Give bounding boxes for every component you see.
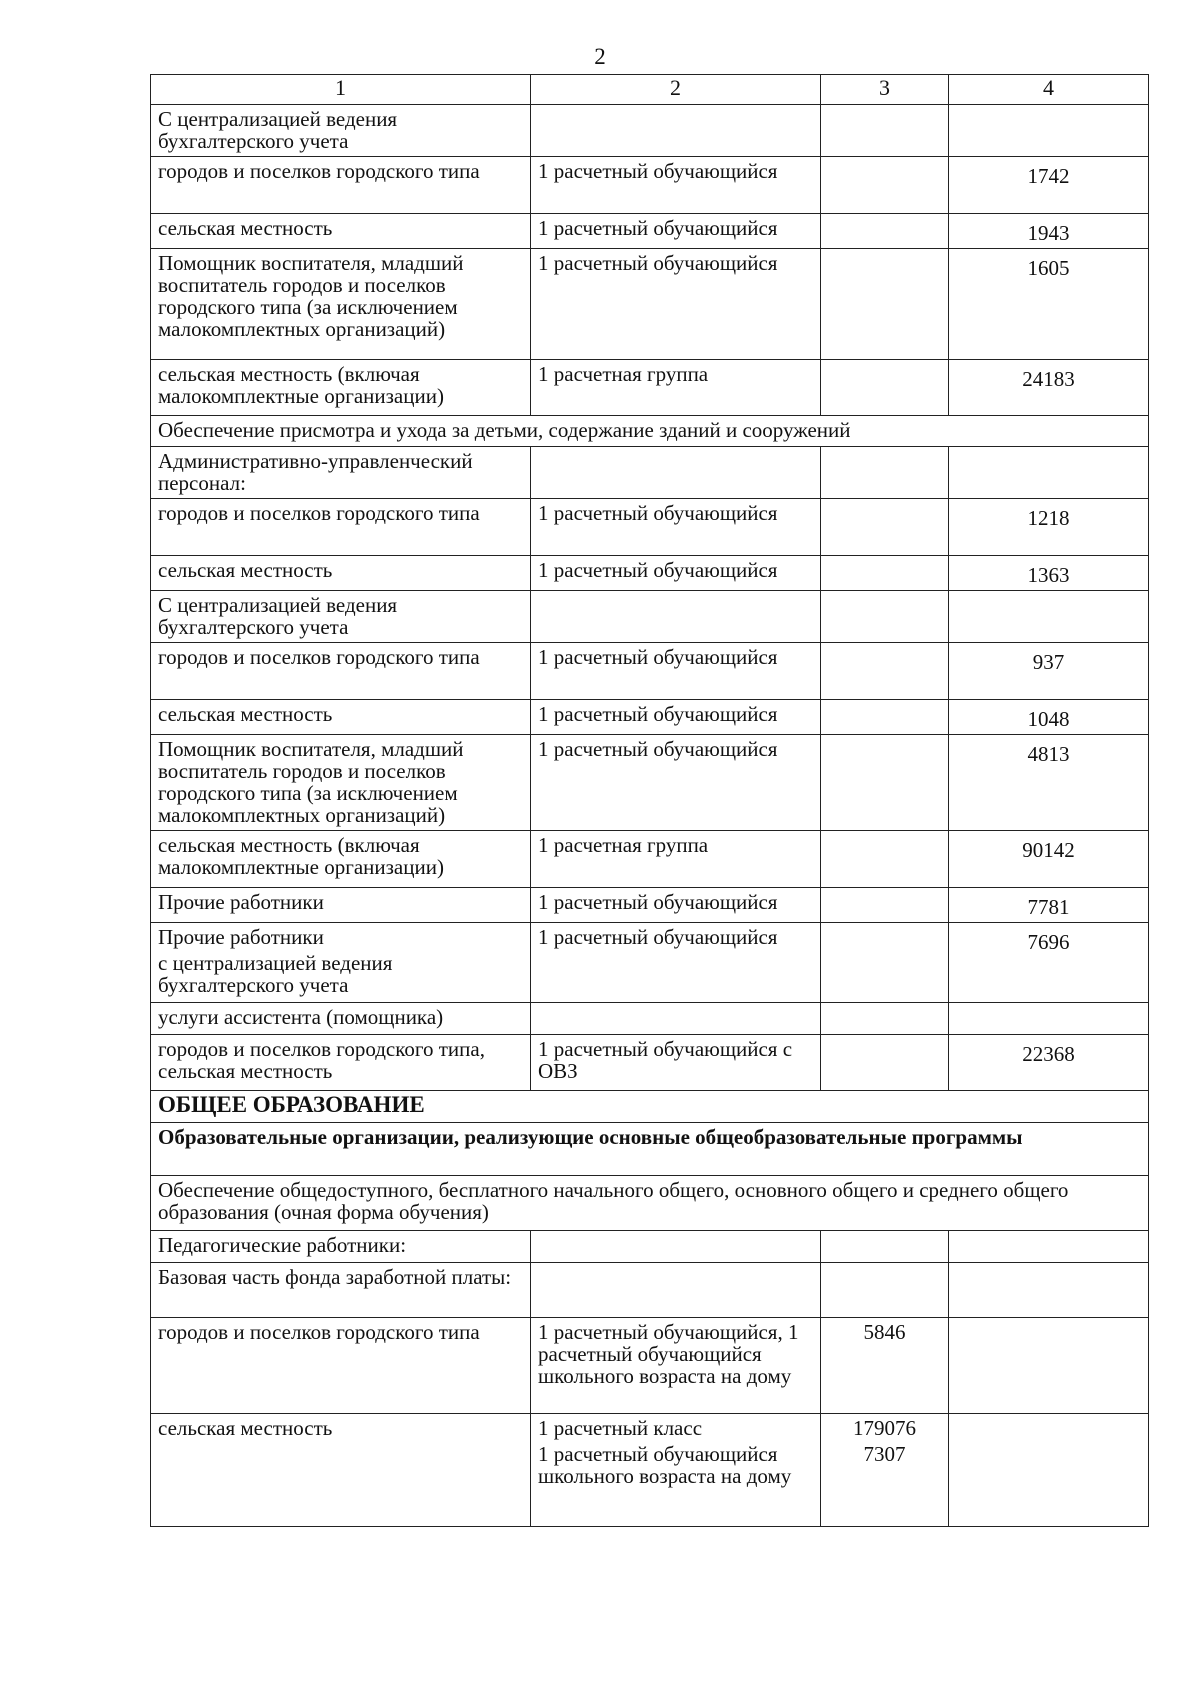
unit-cell <box>531 556 821 591</box>
value-col3-cell <box>821 700 949 735</box>
table-row <box>151 1231 1149 1263</box>
indicator-cell <box>151 591 531 643</box>
header-cell: 4 <box>949 75 1149 105</box>
table-row <box>151 735 1149 831</box>
value-col4-cell-text: 1605 <box>1027 256 1070 280</box>
table-row <box>151 923 1149 1003</box>
indicator-cell <box>151 499 531 556</box>
unit-cell-text: 1 расчетная группа <box>538 833 709 857</box>
unit-cell-text: 1 расчетная группа <box>538 362 709 386</box>
value-col3-cell <box>821 1414 949 1527</box>
indicator-cell-text: с централизацией ведения бухгалтерского учета <box>158 951 393 997</box>
value-col3-cell <box>821 1003 949 1035</box>
section-row <box>151 1091 1149 1123</box>
value-col3-cell-text: 5846 <box>863 1320 906 1344</box>
value-col4-cell-text: 1363 <box>1027 563 1070 587</box>
indicator-cell <box>151 735 531 831</box>
value-col3-cell <box>821 591 949 643</box>
value-col3-cell-text: 7307 <box>863 1442 906 1466</box>
header-cell: 2 <box>531 75 821 105</box>
unit-cell <box>531 499 821 556</box>
table-row <box>151 249 1149 360</box>
unit-cell <box>531 214 821 249</box>
unit-cell <box>531 700 821 735</box>
indicator-cell <box>151 105 531 157</box>
table-row <box>151 1414 1149 1527</box>
value-col3-cell <box>821 888 949 923</box>
indicator-cell-text: услуги ассистента (помощника) <box>158 1005 444 1029</box>
indicator-cell-text: С централизацией ведения бухгалтерского учета <box>158 107 398 153</box>
indicator-cell <box>151 1263 531 1318</box>
indicator-cell <box>151 360 531 416</box>
value-col3-cell <box>821 1263 949 1318</box>
table-row <box>151 499 1149 556</box>
value-col3-cell <box>821 923 949 1003</box>
section-title: ОБЩЕЕ ОБРАЗОВАНИЕ <box>151 1091 1149 1123</box>
indicator-cell-text: Помощник воспитателя, младший воспитатель городов и поселков городского типа (за исключением малокомплектных организаций) <box>158 251 464 341</box>
unit-cell <box>531 923 821 1003</box>
value-col3-cell <box>821 556 949 591</box>
indicator-cell-text: Помощник воспитателя, младший воспитатель городов и поселков городского типа (за исключением малокомплектных организаций) <box>158 737 464 827</box>
value-col4-cell <box>949 214 1149 249</box>
indicator-cell-text: городов и поселков городского типа, сельская местность <box>158 1037 485 1083</box>
unit-cell-text: 1 расчетный обучающийся <box>538 251 778 275</box>
unit-cell <box>531 105 821 157</box>
unit-cell-text: 1 расчетный обучающийся школьного возраста на дому <box>538 1442 792 1488</box>
indicator-cell-text: С централизацией ведения бухгалтерского учета <box>158 593 398 639</box>
value-col3-cell <box>821 1318 949 1414</box>
value-col4-cell <box>949 105 1149 157</box>
unit-cell-text: 1 расчетный обучающийся <box>538 702 778 726</box>
table-row <box>151 157 1149 214</box>
indicator-cell-text: Прочие работники <box>158 890 324 914</box>
value-col3-cell-text: 179076 <box>853 1416 916 1440</box>
indicator-cell-text: Административно-управленческий персонал: <box>158 449 473 495</box>
value-col4-cell <box>949 1318 1149 1414</box>
indicator-cell <box>151 556 531 591</box>
section-row <box>151 1123 1149 1176</box>
value-col3-cell <box>821 831 949 888</box>
value-col3-cell <box>821 214 949 249</box>
unit-cell-text: 1 расчетный обучающийся, 1 расчетный обучающийся школьного возраста на дому <box>538 1320 799 1388</box>
value-col4-cell-text: 937 <box>1032 650 1065 674</box>
section-title: Образовательные организации, реализующие основные общеобразовательные программы <box>151 1123 1149 1176</box>
unit-cell <box>531 1035 821 1091</box>
value-col3-cell <box>821 105 949 157</box>
indicator-cell-text: Педагогические работники: <box>158 1233 407 1257</box>
value-col3-cell <box>821 499 949 556</box>
unit-cell <box>531 643 821 700</box>
indicator-cell-text: городов и поселков городского типа <box>158 645 480 669</box>
value-col4-cell <box>949 831 1149 888</box>
indicator-cell-text: Прочие работники <box>158 925 324 949</box>
value-col4-cell <box>949 1263 1149 1318</box>
norms-table <box>150 74 1149 1527</box>
unit-cell <box>531 1414 821 1527</box>
table-row <box>151 591 1149 643</box>
value-col4-cell-text: 1048 <box>1027 707 1070 731</box>
section-row <box>151 416 1149 447</box>
value-col4-cell-text: 90142 <box>1022 838 1075 862</box>
indicator-cell <box>151 700 531 735</box>
value-col4-cell <box>949 499 1149 556</box>
value-col4-cell <box>949 157 1149 214</box>
table-row <box>151 360 1149 416</box>
value-col4-cell <box>949 591 1149 643</box>
value-col3-cell <box>821 1231 949 1263</box>
indicator-cell <box>151 888 531 923</box>
header-row <box>151 75 1149 105</box>
indicator-cell <box>151 1003 531 1035</box>
unit-cell <box>531 888 821 923</box>
value-col4-cell <box>949 1003 1149 1035</box>
unit-cell <box>531 157 821 214</box>
value-col4-cell-text: 1742 <box>1027 164 1070 188</box>
indicator-cell <box>151 157 531 214</box>
indicator-cell-text: сельская местность <box>158 216 333 240</box>
unit-cell-text: 1 расчетный обучающийся <box>538 558 778 582</box>
value-col4-cell <box>949 447 1149 499</box>
value-col4-cell-text: 7696 <box>1027 930 1070 954</box>
table-row <box>151 1318 1149 1414</box>
section-title: Обеспечение присмотра и ухода за детьми, содержание зданий и сооружений <box>151 416 1149 447</box>
value-col4-cell <box>949 1231 1149 1263</box>
indicator-cell-text: сельская местность <box>158 702 333 726</box>
value-col4-cell-text: 4813 <box>1027 742 1070 766</box>
unit-cell <box>531 249 821 360</box>
value-col3-cell <box>821 249 949 360</box>
indicator-cell-text: городов и поселков городского типа <box>158 1320 480 1344</box>
unit-cell <box>531 1003 821 1035</box>
indicator-cell <box>151 214 531 249</box>
unit-cell-text: 1 расчетный обучающийся <box>538 737 778 761</box>
table-row <box>151 214 1149 249</box>
indicator-cell-text: городов и поселков городского типа <box>158 501 480 525</box>
section-title: Обеспечение общедоступного, бесплатного начального общего, основного общего и среднего общего образования (очная форма обучения) <box>151 1176 1149 1231</box>
value-col3-cell <box>821 735 949 831</box>
value-col4-cell <box>949 556 1149 591</box>
section-row <box>151 1176 1149 1231</box>
indicator-cell-text: городов и поселков городского типа <box>158 159 480 183</box>
indicator-cell-text: сельская местность <box>158 1416 333 1440</box>
value-col4-cell <box>949 923 1149 1003</box>
indicator-cell-text: сельская местность <box>158 558 333 582</box>
indicator-cell-text: сельская местность (включая малокомплектные организации) <box>158 833 444 879</box>
value-col4-cell-text: 1218 <box>1027 506 1070 530</box>
indicator-cell <box>151 1318 531 1414</box>
indicator-cell-text: Базовая часть фонда заработной платы: <box>158 1265 512 1289</box>
unit-cell <box>531 360 821 416</box>
indicator-cell-text: сельская местность (включая малокомплектные организации) <box>158 362 444 408</box>
unit-cell <box>531 447 821 499</box>
value-col3-cell <box>821 157 949 214</box>
unit-cell-text: 1 расчетный обучающийся <box>538 890 778 914</box>
unit-cell-text: 1 расчетный обучающийся <box>538 216 778 240</box>
table-row <box>151 888 1149 923</box>
value-col3-cell <box>821 360 949 416</box>
indicator-cell <box>151 1035 531 1091</box>
value-col4-cell <box>949 1035 1149 1091</box>
indicator-cell <box>151 1414 531 1527</box>
value-col4-cell <box>949 735 1149 831</box>
table-row <box>151 1035 1149 1091</box>
value-col4-cell-text: 7781 <box>1027 895 1070 919</box>
value-col4-cell <box>949 360 1149 416</box>
unit-cell-text: 1 расчетный обучающийся <box>538 645 778 669</box>
value-col4-cell-text: 22368 <box>1022 1042 1075 1066</box>
table-row <box>151 1263 1149 1318</box>
table-row <box>151 447 1149 499</box>
header-cell: 1 <box>151 75 531 105</box>
unit-cell <box>531 591 821 643</box>
indicator-cell <box>151 923 531 1003</box>
table-row <box>151 105 1149 157</box>
unit-cell <box>531 1318 821 1414</box>
value-col3-cell <box>821 447 949 499</box>
value-col4-cell-text: 24183 <box>1022 367 1075 391</box>
table-row <box>151 700 1149 735</box>
unit-cell <box>531 1231 821 1263</box>
value-col4-cell <box>949 700 1149 735</box>
value-col4-cell <box>949 249 1149 360</box>
indicator-cell <box>151 249 531 360</box>
page-number: 2 <box>594 44 606 69</box>
value-col3-cell <box>821 643 949 700</box>
indicator-cell <box>151 447 531 499</box>
value-col4-cell-text: 1943 <box>1027 221 1070 245</box>
unit-cell <box>531 735 821 831</box>
value-col4-cell <box>949 1414 1149 1527</box>
unit-cell-text: 1 расчетный класс <box>538 1416 703 1440</box>
indicator-cell <box>151 831 531 888</box>
value-col4-cell <box>949 643 1149 700</box>
unit-cell-text: 1 расчетный обучающийся <box>538 501 778 525</box>
indicator-cell <box>151 1231 531 1263</box>
value-col4-cell <box>949 888 1149 923</box>
indicator-cell <box>151 643 531 700</box>
unit-cell <box>531 831 821 888</box>
unit-cell-text: 1 расчетный обучающийся <box>538 925 778 949</box>
unit-cell-text: 1 расчетный обучающийся с ОВЗ <box>538 1037 793 1083</box>
unit-cell <box>531 1263 821 1318</box>
unit-cell-text: 1 расчетный обучающийся <box>538 159 778 183</box>
table-row <box>151 831 1149 888</box>
value-col3-cell <box>821 1035 949 1091</box>
table-row <box>151 643 1149 700</box>
table-row <box>151 556 1149 591</box>
table-row <box>151 1003 1149 1035</box>
header-cell: 3 <box>821 75 949 105</box>
